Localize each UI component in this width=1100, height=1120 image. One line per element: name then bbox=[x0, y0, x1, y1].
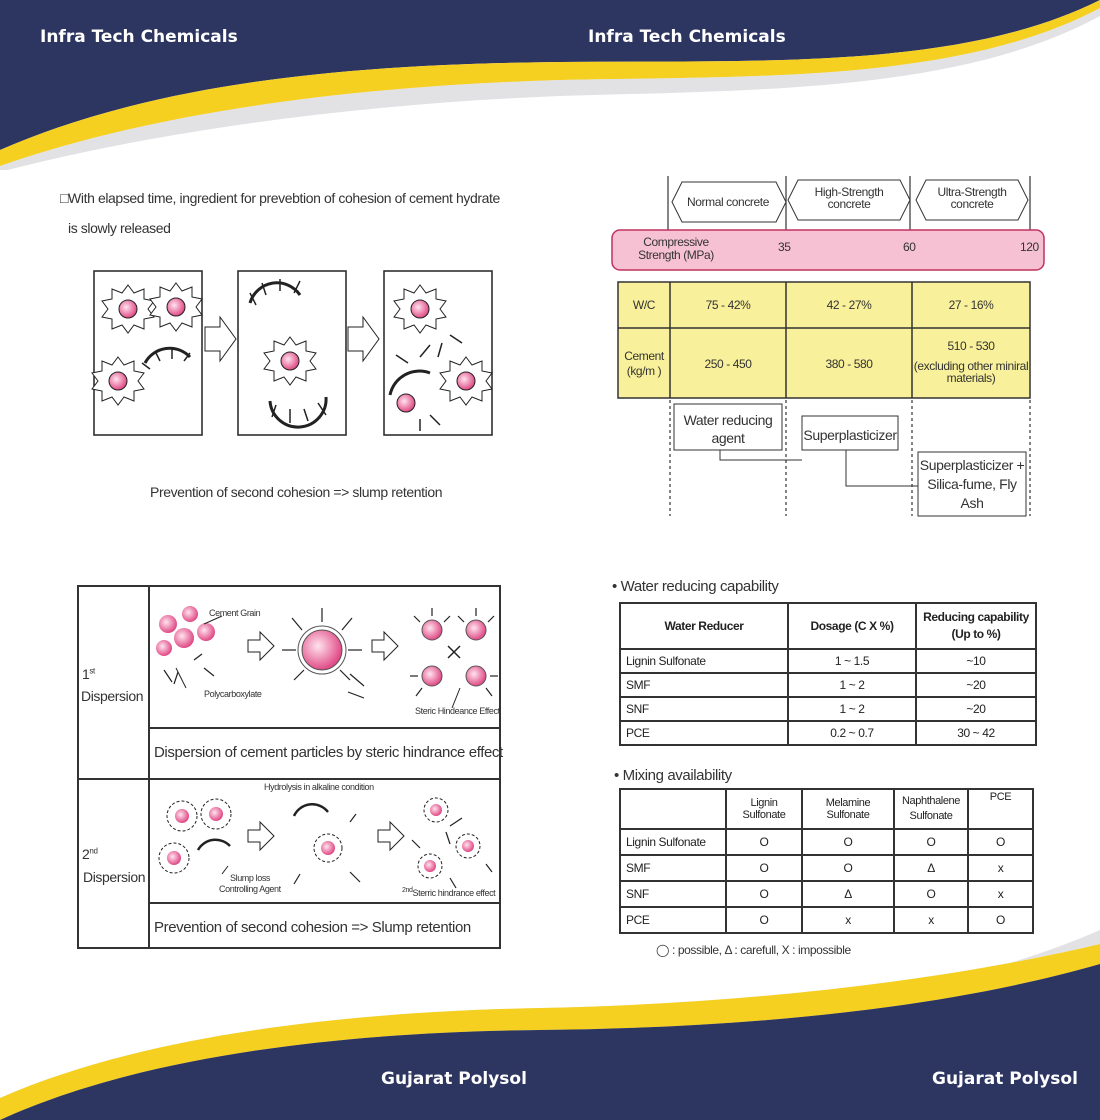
wr-cell: 0.2 ~ 0.7 bbox=[788, 721, 916, 745]
table-row bbox=[620, 649, 1036, 673]
mx-cell: O bbox=[894, 829, 968, 855]
mx-cell: O bbox=[802, 829, 894, 855]
wr-header-dosage: Dosage (C X %) bbox=[788, 603, 916, 649]
mixing-table bbox=[619, 788, 1034, 934]
tick-35: 35 bbox=[778, 240, 791, 254]
row-cement-label: Cement (kg/m ) bbox=[624, 349, 664, 378]
wr-cell: ~10 bbox=[916, 649, 1036, 673]
mx-header-melamine: Melamine Sulfonate bbox=[802, 789, 894, 829]
dispersion-2-diagram bbox=[150, 792, 500, 902]
table-row bbox=[620, 881, 1033, 907]
mx-cell: x bbox=[894, 907, 968, 933]
mx-cell: O bbox=[968, 829, 1033, 855]
mx-cell: O bbox=[802, 855, 894, 881]
polycarboxylate-label: Polycarboxylate bbox=[204, 689, 262, 699]
tick-120: 120 bbox=[1020, 240, 1039, 254]
wr-cell: 1 ~ 2 bbox=[788, 697, 916, 721]
mx-cell: Δ bbox=[894, 855, 968, 881]
mx-cell: x bbox=[968, 881, 1033, 907]
row-wc-label: W/C bbox=[632, 298, 656, 312]
table-row bbox=[620, 721, 1036, 745]
header-band bbox=[0, 0, 1100, 170]
mx-cell: SNF bbox=[620, 881, 726, 907]
table-row bbox=[620, 855, 1033, 881]
slump-loss-label-1: Slump loss bbox=[230, 873, 271, 883]
dispersion-2-number: 2nd bbox=[82, 846, 98, 862]
agent-superplasticizer-silica: Superplasticizer + Silica-fume, Fly Ash bbox=[919, 457, 1025, 511]
mx-cell: O bbox=[894, 881, 968, 907]
wr-cell: Lignin Sulfonate bbox=[620, 649, 788, 673]
table-row bbox=[620, 673, 1036, 697]
mx-cell: O bbox=[726, 907, 802, 933]
mx-header-naphthalene: Naphthalene Sulfonate bbox=[894, 789, 968, 829]
header-brand-right: Infra Tech Chemicals bbox=[588, 27, 786, 47]
wr-cell: 1 ~ 2 bbox=[788, 673, 916, 697]
slump-loss-label-2: Controlling Agent bbox=[219, 884, 281, 894]
wc-normal: 75 - 42% bbox=[705, 298, 751, 312]
dispersion-1-diagram bbox=[150, 602, 500, 722]
dispersion-1-label: Dispersion bbox=[81, 688, 144, 704]
cement-normal: 250 - 450 bbox=[704, 357, 752, 371]
footer-brand-right: Gujarat Polysol bbox=[932, 1069, 1078, 1089]
mixing-heading: • Mixing availability bbox=[614, 767, 732, 784]
mx-header-pce: PCE bbox=[968, 789, 1033, 829]
category-high: High-Strength concrete bbox=[814, 185, 884, 211]
cement-grain-label: Cement Grain bbox=[209, 608, 261, 618]
mx-cell: O bbox=[726, 881, 802, 907]
category-ultra: Ultra-Strength concrete bbox=[937, 185, 1007, 211]
wr-header-capability: Reducing capability (Up to %) bbox=[916, 603, 1036, 649]
mx-cell: Δ bbox=[802, 881, 894, 907]
mx-cell: SMF bbox=[620, 855, 726, 881]
wr-cell: ~20 bbox=[916, 697, 1036, 721]
wr-cell: ~20 bbox=[916, 673, 1036, 697]
mx-header-empty bbox=[620, 789, 726, 829]
agent-superplasticizer: Superplasticizer bbox=[803, 427, 897, 443]
wr-cell: SMF bbox=[620, 673, 788, 697]
mx-cell: PCE bbox=[620, 907, 726, 933]
wr-header-reducer: Water Reducer bbox=[620, 603, 788, 649]
mx-header-lignin: Lignin Sulfonate bbox=[726, 789, 802, 829]
cohesion-diagram bbox=[90, 265, 500, 445]
dispersion-2-label: Dispersion bbox=[83, 869, 146, 885]
wc-high: 42 - 27% bbox=[826, 298, 872, 312]
category-normal: Normal concrete bbox=[686, 195, 770, 209]
water-reducing-table bbox=[619, 602, 1037, 746]
axis-label: Compressive Strength (MPa) bbox=[638, 235, 714, 262]
mx-cell: O bbox=[968, 907, 1033, 933]
cement-ultra: 510 - 530 (excluding other miniral materials) bbox=[913, 339, 1029, 385]
dispersion-1-number: 1st bbox=[82, 666, 95, 682]
dispersion-1-caption: Dispersion of cement particles by steric hindrance effect bbox=[154, 744, 503, 761]
mixing-legend: ◯ : possible, Δ : carefull, X : impossible bbox=[656, 943, 851, 957]
wc-ultra: 27 - 16% bbox=[948, 298, 994, 312]
table-row bbox=[620, 907, 1033, 933]
header-brand-left: Infra Tech Chemicals bbox=[40, 27, 238, 47]
table-row bbox=[620, 697, 1036, 721]
intro-line-2: is slowly released bbox=[68, 220, 171, 236]
footer-band bbox=[0, 930, 1100, 1120]
wr-cell: 1 ~ 1.5 bbox=[788, 649, 916, 673]
wr-cell: 30 ~ 42 bbox=[916, 721, 1036, 745]
tick-60: 60 bbox=[903, 240, 916, 254]
dispersion-2-caption: Prevention of second cohesion => Slump retention bbox=[154, 919, 471, 936]
steric-effect-label: Steric Hindeance Effect bbox=[415, 706, 500, 716]
intro-line-1: □With elapsed time, ingredient for prevebtion of cohesion of cement hydrate bbox=[60, 190, 500, 206]
cohesion-caption: Prevention of second cohesion => slump retention bbox=[150, 484, 443, 500]
footer-brand-left: Gujarat Polysol bbox=[381, 1069, 527, 1089]
mx-cell: O bbox=[726, 855, 802, 881]
mx-cell: x bbox=[802, 907, 894, 933]
water-reducing-heading: • Water reducing capability bbox=[612, 578, 779, 595]
mx-cell: O bbox=[726, 829, 802, 855]
hydrolysis-label: Hydrolysis in alkaline condition bbox=[264, 782, 374, 792]
table-row bbox=[620, 829, 1033, 855]
wr-cell: PCE bbox=[620, 721, 788, 745]
mx-cell: Lignin Sulfonate bbox=[620, 829, 726, 855]
wr-cell: SNF bbox=[620, 697, 788, 721]
mx-cell: x bbox=[968, 855, 1033, 881]
steric-2-label: $^{2nd}$Sterric hindrance effect bbox=[402, 887, 496, 898]
cement-high: 380 - 580 bbox=[825, 357, 873, 371]
agent-water-reducing: Water reducing agent bbox=[683, 412, 773, 446]
